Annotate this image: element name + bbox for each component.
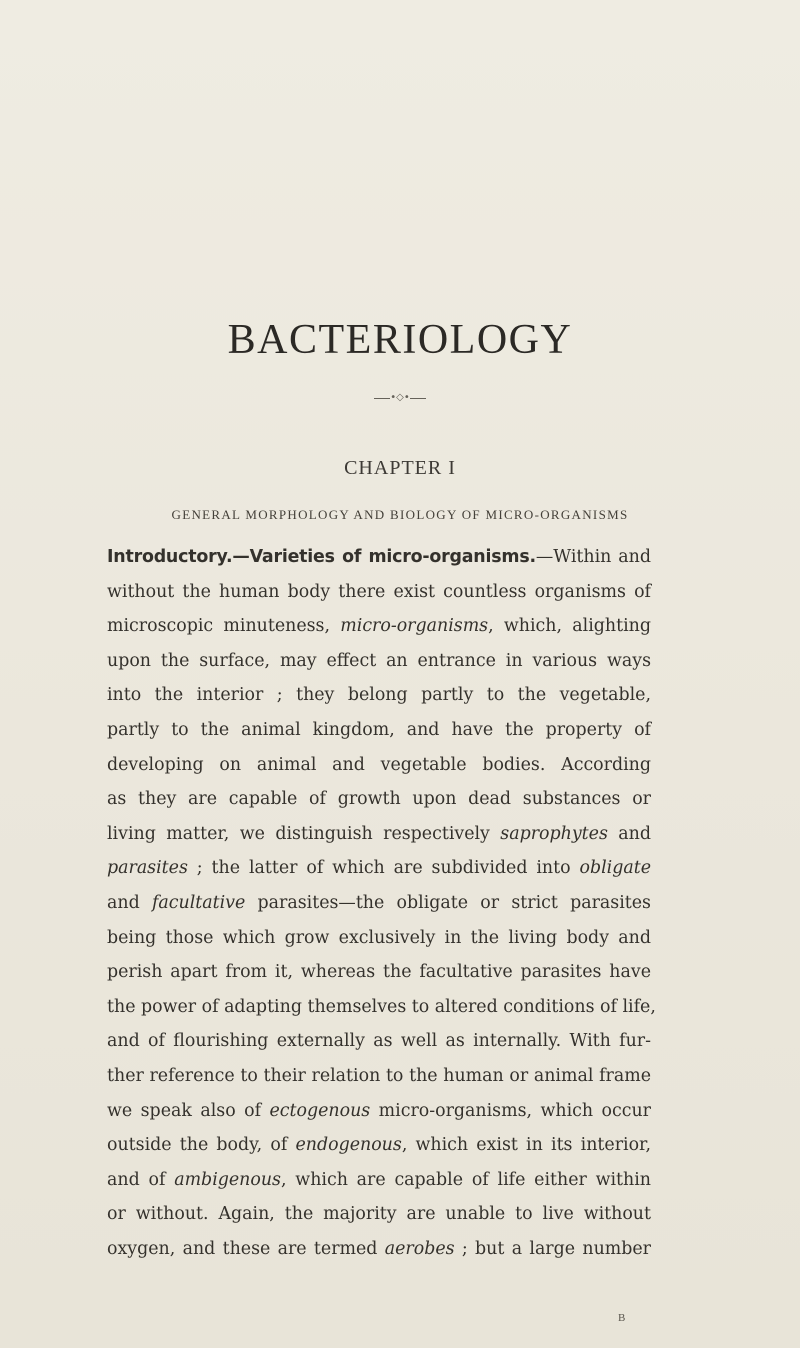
body-text-segment: , which are capable of life either within <box>280 1169 652 1190</box>
body-line <box>107 1128 651 1163</box>
body-text-segment: ; the latter of which are subdivided into <box>187 858 580 879</box>
body-line <box>107 678 651 713</box>
body-text-segment: and of flourishing externally as well as internally. With fur- <box>107 1031 651 1052</box>
body-line <box>107 540 651 575</box>
body-text <box>107 540 656 1266</box>
body-line <box>107 713 651 748</box>
body-line <box>107 990 656 1025</box>
body-text-segment: outside the body, of <box>107 1135 296 1156</box>
body-text-segment: microscopic minuteness, <box>107 616 341 637</box>
body-text-segment: and <box>107 892 152 913</box>
section-heading-text: Introductory.—Varieties of micro-organisms. <box>107 547 536 567</box>
body-text-segment: and <box>607 823 651 844</box>
body-line <box>107 921 651 956</box>
body-text-segment: into the interior ; they belong partly to the vegetable, <box>107 685 651 706</box>
body-line <box>107 817 651 852</box>
body-line <box>107 575 651 610</box>
body-line <box>107 851 651 886</box>
body-line <box>107 782 651 817</box>
body-text-segment: —Within and <box>535 547 651 567</box>
body-text-segment: as they are capable of growth upon dead substances or <box>107 789 651 810</box>
italic-term: parasites <box>107 858 188 879</box>
italic-term: aerobes <box>384 1238 455 1259</box>
body-text-segment: , which exist in its interior, <box>401 1135 651 1156</box>
italic-term: ectogenous <box>269 1100 371 1121</box>
italic-term: endogenous <box>295 1135 402 1156</box>
body-text-segment: the power of adapting themselves to altered conditions of life, <box>107 996 656 1017</box>
body-text-segment: being those which grow exclusively in the living body and <box>107 927 651 948</box>
body-text-segment: partly to the animal kingdom, and have the property of <box>107 719 651 740</box>
body-text-segment: , which, alighting <box>488 616 651 637</box>
body-line <box>107 1163 651 1198</box>
body-line <box>107 1024 651 1059</box>
ornament-right-rule <box>410 398 426 399</box>
body-text-segment: upon the surface, may effect an entrance in various ways <box>107 650 651 671</box>
body-text-segment: oxygen, and these are termed <box>107 1238 385 1259</box>
body-text-segment: we speak also of <box>107 1100 270 1121</box>
body-text-segment: without the human body there exist countless organisms of <box>107 581 651 602</box>
ornament-diamond-icon: •◇• <box>390 392 410 403</box>
title-ornament <box>0 388 800 408</box>
body-text-segment: or without. Again, the majority are unable to live without <box>107 1204 651 1225</box>
body-line <box>107 1059 651 1094</box>
italic-term: facultative <box>151 892 246 913</box>
body-text-segment: ther reference to their relation to the human or animal frame <box>107 1065 651 1086</box>
body-line <box>107 748 651 783</box>
body-line <box>107 955 651 990</box>
book-title: BACTERIOLOGY <box>227 317 573 363</box>
body-text-segment: ; but a large number <box>454 1238 651 1259</box>
body-line <box>107 1197 651 1232</box>
body-text-segment: living matter, we distinguish respectively <box>107 823 501 844</box>
chapter-heading: CHAPTER I <box>344 457 456 479</box>
body-line <box>107 644 651 679</box>
italic-term: saprophytes <box>500 823 608 844</box>
italic-term: micro-organisms <box>340 616 489 637</box>
chapter-subtitle: GENERAL MORPHOLOGY AND BIOLOGY OF MICRO-ORGANISMS <box>171 507 629 522</box>
body-text-segment: developing on animal and vegetable bodies. According <box>107 754 651 775</box>
body-line <box>107 1094 651 1129</box>
ornament-left-rule <box>374 398 390 399</box>
body-line <box>107 886 651 921</box>
italic-term: obligate <box>579 858 651 879</box>
signature-mark: B <box>618 1312 626 1324</box>
body-text-segment: and of <box>107 1169 175 1190</box>
body-line <box>107 1232 651 1267</box>
body-line <box>107 609 651 644</box>
body-text-segment: parasites—the obligate or strict parasites <box>245 892 651 913</box>
italic-term: ambigenous <box>174 1169 281 1190</box>
body-text-segment: micro-organisms, which occur <box>370 1100 651 1121</box>
body-text-segment: perish apart from it, whereas the facultative parasites have <box>107 962 651 983</box>
